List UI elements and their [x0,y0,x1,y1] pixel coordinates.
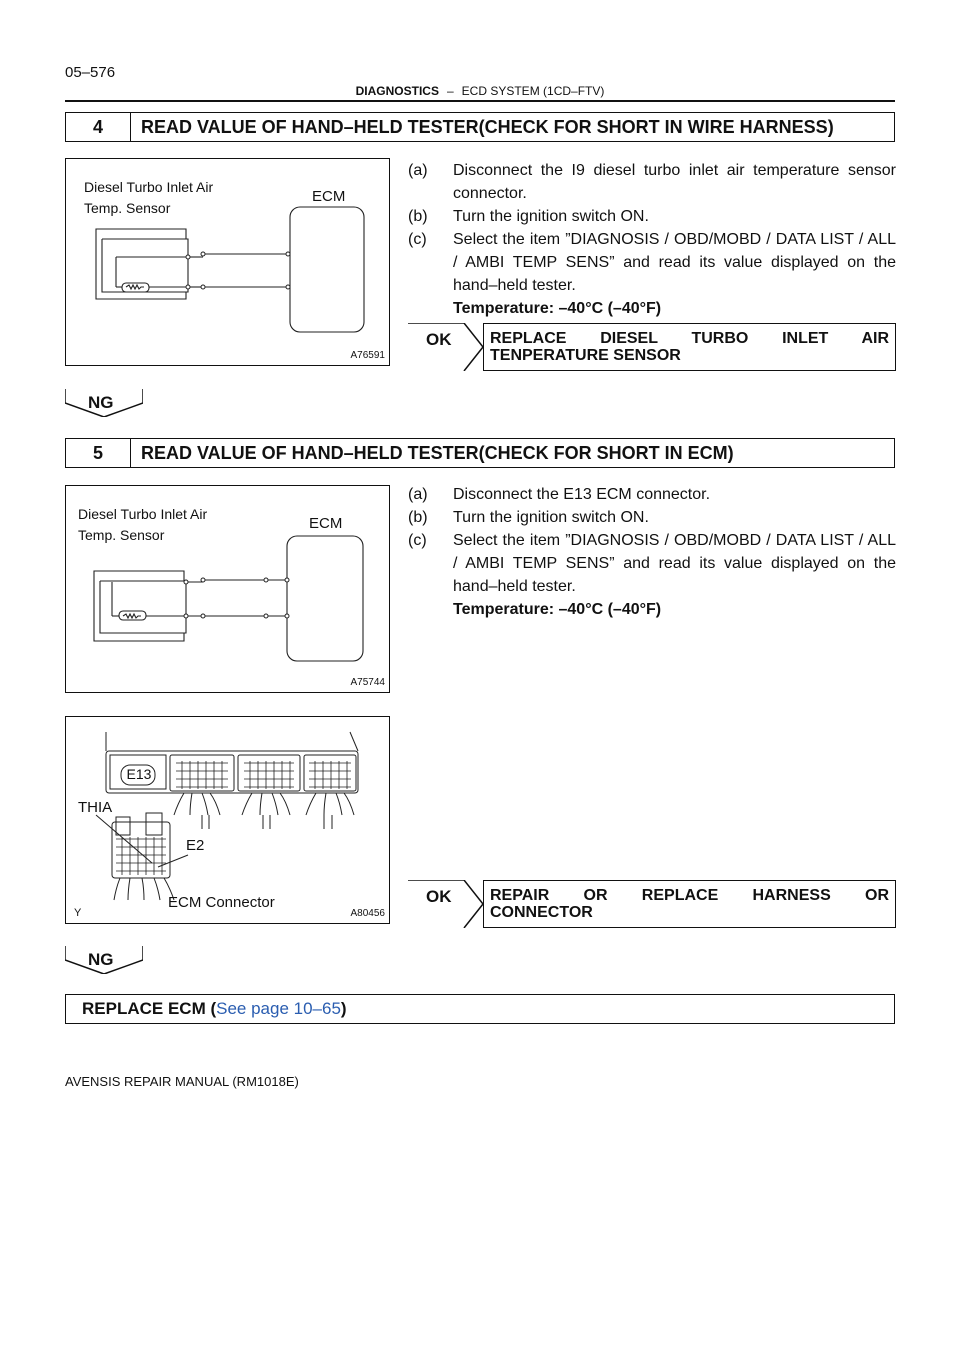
ng-label: NG [88,393,114,412]
ok-arrow-tag [408,880,483,928]
step-4-instructions [408,159,896,320]
step-5-number: 5 [66,439,131,467]
connector-caption: ECM Connector [168,894,275,911]
step-4-number: 4 [66,113,131,141]
step-5-instructions [408,483,896,621]
step-4-title: READ VALUE OF HAND–HELD TESTER(CHECK FOR SHORT IN WIRE HARNESS) [141,116,834,137]
specification: Temperature: –40°C (–40°F) [453,601,662,618]
ecm-label: ECM [312,188,346,205]
header-rule [65,100,895,102]
header-section: DIAGNOSTICS [355,84,439,98]
ng-label: NG [88,950,114,969]
corner-mark: Y [74,907,82,919]
instruction-item: (c) Select the item ”DIAGNOSIS / OBD/MOBD / DATA LIST / ALL / AMBI TEMP SENS” and read its value displayed on the hand–held tester. [408,231,896,294]
ecm-label: ECM [309,515,343,532]
final-action-bar [65,994,895,1024]
step-4-bar [65,112,895,142]
ecm-connector-figure [65,716,390,924]
connector-id: E13 [126,766,152,782]
instruction-item: (b) Turn the ignition switch ON. [408,208,649,225]
instruction-item: (b) Turn the ignition switch ON. [408,509,649,526]
step-4-ng-tag [65,389,143,417]
ok-action-line2: TENPERATURE SENSOR [490,347,681,364]
instruction-item: (c) Select the item ”DIAGNOSIS / OBD/MOBD / DATA LIST / ALL / AMBI TEMP SENS” and read its value displayed on the hand–held tester. [408,532,896,595]
sensor-label-line1: Diesel Turbo Inlet Air [78,506,208,522]
step-5-title: READ VALUE OF HAND–HELD TESTER(CHECK FOR SHORT IN ECM) [141,442,734,463]
footer-manual-name: AVENSIS REPAIR MANUAL (RM1018E) [65,1074,299,1089]
ok-label: OK [426,330,452,349]
running-header [0,84,960,98]
instruction-item: (a) Disconnect the I9 diesel turbo inlet air temperature sensor connector. [408,162,896,202]
final-action-close: ) [340,999,347,1018]
ok-label: OK [426,887,452,906]
specification: Temperature: –40°C (–40°F) [453,300,662,317]
header-subsection: ECD SYSTEM (1CD–FTV) [461,84,605,98]
figure-code: A76591 [350,350,385,361]
header-separator: – [446,84,454,98]
figure-code: A80456 [350,908,385,919]
step-5-bar [65,438,895,468]
step-4-ok-result [408,323,896,371]
ok-action-line1: REPAIR OR REPLACE HARNESS OR [490,887,889,904]
step-5-ok-result [408,880,896,928]
ok-action [483,323,896,371]
sensor-label-line2: Temp. Sensor [78,527,165,543]
step-4-circuit-figure [65,158,390,366]
instruction-item: (a) Disconnect the E13 ECM connector. [408,486,711,503]
step-5-ng-tag [65,946,143,974]
ok-arrow-tag [408,323,483,371]
step-5-circuit-figure [65,485,390,693]
sensor-label-line1: Diesel Turbo Inlet Air [84,179,214,195]
see-page-link[interactable]: See page 10–65 [216,999,341,1018]
sensor-label [78,504,207,546]
figure-code: A75744 [350,677,385,688]
ok-action-line1: REPLACE DIESEL TURBO INLET AIR [490,330,889,347]
sensor-label-line2: Temp. Sensor [84,200,171,216]
sensor-label [84,177,213,219]
pin-thia-label: THIA [78,799,113,816]
ok-action [483,880,896,928]
ok-action-line2: CONNECTOR [490,904,593,921]
page-number: 05–576 [65,64,116,81]
pin-e2-label: E2 [186,837,205,854]
final-action-text: REPLACE ECM ( [82,999,217,1018]
